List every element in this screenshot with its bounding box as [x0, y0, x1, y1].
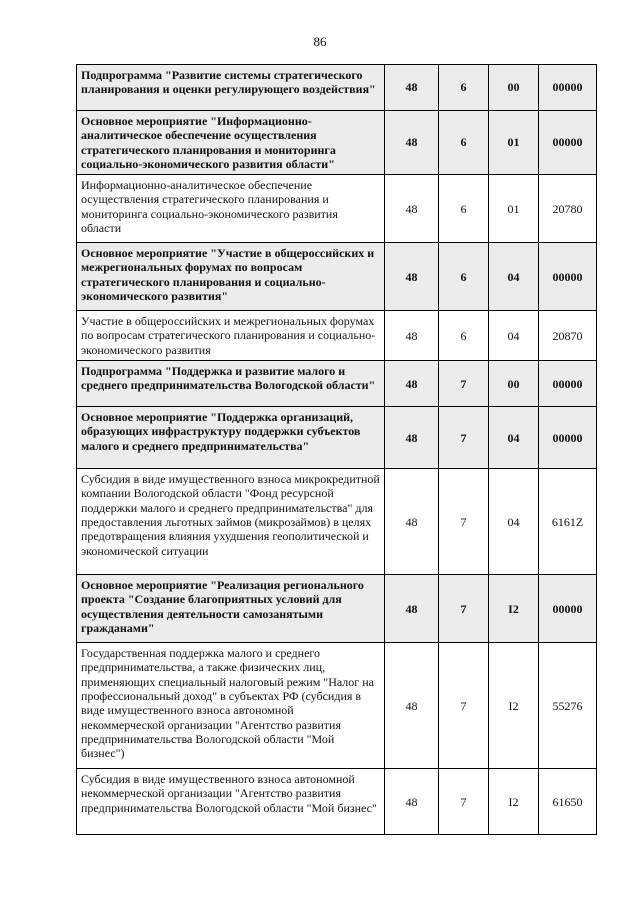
row-name: Информационно-аналитическое обеспечение осуществления стратегического планирования и мониторинга социально-экономического развития области	[77, 175, 385, 243]
budget-table	[76, 64, 597, 835]
row-code-1: 48	[385, 361, 439, 407]
row-code-2: 6	[439, 311, 489, 361]
table-row	[77, 65, 597, 111]
row-code-3: 04	[489, 311, 539, 361]
row-code-4: 20870	[539, 311, 597, 361]
row-code-4: 00000	[539, 65, 597, 111]
row-code-1: 48	[385, 311, 439, 361]
row-code-3: 01	[489, 175, 539, 243]
table-row	[77, 175, 597, 243]
row-code-2: 7	[439, 575, 489, 643]
row-code-4: 00000	[539, 575, 597, 643]
table-row	[77, 575, 597, 643]
row-code-2: 6	[439, 175, 489, 243]
row-name: Субсидия в виде имущественного взноса автономной некоммерческой организации "Агентство развития предпринимательства Вологодской области "Мой бизнес"	[77, 769, 385, 835]
table-row	[77, 769, 597, 835]
row-code-3: 01	[489, 111, 539, 175]
row-code-3: 00	[489, 361, 539, 407]
row-code-3: 04	[489, 407, 539, 469]
table-row	[77, 407, 597, 469]
row-code-2: 7	[439, 769, 489, 835]
row-code-2: 6	[439, 65, 489, 111]
row-code-2: 7	[439, 643, 489, 769]
row-name: Субсидия в виде имущественного взноса микрокредитной компании Вологодской области "Фонд ресурсной поддержки малого и среднего предпринимательства" для предоставления льготных займов (микрозаймов) в целях предотвращения влияния ухудшения геополитической и экономической ситуации	[77, 469, 385, 575]
row-code-3: I2	[489, 643, 539, 769]
row-name: Подпрограмма "Развитие системы стратегического планирования и оценки регулирующего воздействия"	[77, 65, 385, 111]
row-code-1: 48	[385, 643, 439, 769]
row-code-4: 00000	[539, 243, 597, 311]
row-code-4: 55276	[539, 643, 597, 769]
row-name: Основное мероприятие "Поддержка организаций, образующих инфраструктуру поддержки субъектов малого и среднего предпринимательства"	[77, 407, 385, 469]
row-code-1: 48	[385, 175, 439, 243]
table-row	[77, 243, 597, 311]
row-code-1: 48	[385, 469, 439, 575]
table-row	[77, 111, 597, 175]
row-code-3: I2	[489, 769, 539, 835]
row-code-3: 04	[489, 243, 539, 311]
row-code-3: 04	[489, 469, 539, 575]
row-code-3: 00	[489, 65, 539, 111]
row-name: Государственная поддержка малого и среднего предпринимательства, а также физических лиц, применяющих специальный налоговый режим "Налог на профессиональный доход" в субъектах РФ (субсидия в виде имущественного взноса автономной некоммерческой организации "Агентство развития предпринимательства Вологодской области "Мой бизнес")	[77, 643, 385, 769]
row-code-2: 7	[439, 469, 489, 575]
row-code-4: 00000	[539, 407, 597, 469]
row-code-4: 00000	[539, 361, 597, 407]
table-row	[77, 469, 597, 575]
row-code-2: 7	[439, 361, 489, 407]
row-code-4: 00000	[539, 111, 597, 175]
row-code-1: 48	[385, 111, 439, 175]
table-row	[77, 361, 597, 407]
row-code-1: 48	[385, 769, 439, 835]
row-code-4: 61650	[539, 769, 597, 835]
row-code-3: I2	[489, 575, 539, 643]
row-code-1: 48	[385, 407, 439, 469]
row-name: Основное мероприятие "Участие в общероссийских и межрегиональных форумах по вопросам стратегического планирования и социально-экономического развития"	[77, 243, 385, 311]
row-code-4: 20780	[539, 175, 597, 243]
table-row	[77, 311, 597, 361]
row-code-2: 6	[439, 243, 489, 311]
row-code-4: 6161Z	[539, 469, 597, 575]
row-code-2: 6	[439, 111, 489, 175]
table-body	[77, 65, 597, 835]
table-row	[77, 643, 597, 769]
row-code-1: 48	[385, 243, 439, 311]
page-number: 86	[313, 34, 327, 49]
row-name: Участие в общероссийских и межрегиональных форумах по вопросам стратегического планирования и социально-экономического развития	[77, 311, 385, 361]
row-name: Подпрограмма "Поддержка и развитие малого и среднего предпринимательства Вологодской области"	[77, 361, 385, 407]
row-code-1: 48	[385, 575, 439, 643]
row-code-1: 48	[385, 65, 439, 111]
row-code-2: 7	[439, 407, 489, 469]
row-name: Основное мероприятие "Информационно-аналитическое обеспечение осуществления стратегического планирования и мониторинга социально-экономического развития области"	[77, 111, 385, 175]
row-name: Основное мероприятие "Реализация регионального проекта "Создание благоприятных условий для осуществления деятельности самозанятыми гражданами"	[77, 575, 385, 643]
